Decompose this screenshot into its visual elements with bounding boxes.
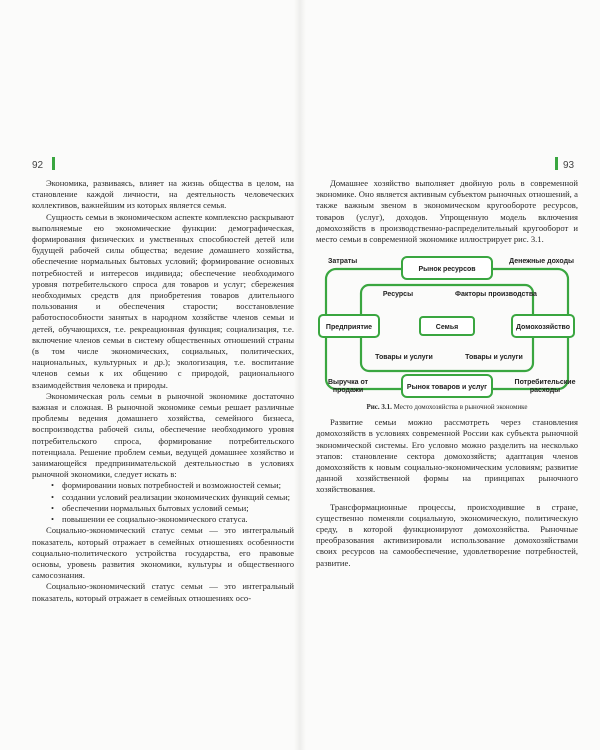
right-page-text [316,417,578,569]
label-money-income: Денежные доходы [509,258,574,266]
caption-text: Место домохозяйства в рыночной экономике [393,403,528,412]
left-page-text [32,178,294,604]
right-page-marker [555,157,558,170]
right-page-intro [316,178,578,245]
paragraph: Сущность семьи в экономическом аспекте комплексно раскрывают выполняемые ею экономические функции: демографическая, формирования физических и умственных способностей детей или будущей рабочей силы общества; ведение домашнего хозяйства, обеспечение нормальных бытовых условий; формирование основных потребностей и интересов индивида; обеспечение необходимого уровня потребительского спроса для товаров и услуг; сбережения необходимых средств для приобретения товаров длительного пользования и обеспечения старости; восстановление работоспособности занятых в народном хозяйстве членов семьи и детей, обучающихся, т.е. рекреационная функция; социализация, т.е. включение членов семьи в систему общественных отношений страны (в том числе экономических, социальных, политических, национальных, культурных и др.); экологизация, т.е. воспитание членов семьи к их общению с природой, рационального взаимодействия человека и природы. [32,211,294,390]
paragraph: Развитие семьи можно рассмотреть через становления домохозяйств в условиях современной России как субъекта рыночной экономической системы. Его условно можно разделить на несколько этапов: становление сектора домохозяйств; адаптация членов домохозяйств к новым социально-экономическим условиям; развитие данной хозяйственной формы на принципах рыночного хозяйствования. [316,417,578,495]
list-item: • обеспечении нормальных бытовых условий семьи; [62,503,294,514]
paragraph: Трансформационные процессы, происходившие в стране, существенно поменяли социальную, экономическую, политическую среду, в которой функционируют домохозяйства. Рыночные преобразования активизировали использование домохозяйствами своих ресурсов на самообеспечение, удовлетворение потребностей, развитие. [316,501,578,568]
bullet-list [32,480,294,525]
label-household: Домохозяйство [515,324,571,332]
paragraph: Домашнее хозяйство выполняет двойную роль в современной экономике. Оно является активным субъектом рыночных отношений, а также важным звеном в экономическом кругообороте ресурсов, товаров (услуг), доходов. Упрощенную модель включения домохозяйств в производственно-распределительный кругооборот и место семьи в современной экономике иллюстрирует рис. 3.1. [316,178,578,245]
label-family: Семья [435,324,459,332]
label-resource-market: Рынок ресурсов [418,266,476,274]
label-resources: Ресурсы [382,291,414,299]
left-page [32,178,294,604]
right-page [316,178,578,569]
label-consumer-spending: Потребительские расходы [514,379,576,395]
paragraph: Социально-экономический статус семьи — это интегральный показатель, который отражает в семейных отношениях особенности социально-политического устройства государства, его правовые основы, уровень развития экономики, культуры и общественного самосознания. [32,525,294,581]
list-item: • формировании новых потребностей и возможностей семьи; [62,480,294,491]
label-goods-left: Товары и услуги [375,354,433,362]
right-page-number: 93 [563,160,575,171]
left-page-number: 92 [32,160,44,171]
label-factors: Факторы производства [455,291,537,299]
paragraph: Экономическая роль семьи в рыночной экономике достаточно важная и сложная. В рыночной экономике семьи решает различные проблемы ведения домашнего хозяйства, семейного бизнеса, воспроизводства рабочей силы, обеспечение необходимого уровня потребительского спроса, формирование потребительского потенциала. Решение проблем семьи, ведущей домашнее хозяйство и занимающейся предпринимательской деятельностью в условиях рыночной экономики, следует искать в: [32,390,294,480]
label-goods-right: Товары и услуги [465,354,523,362]
paragraph: Социально-экономический статус семьи — это интегральный показатель, который отражает в семейных отношениях осо- [32,581,294,603]
figure-caption [316,403,578,411]
label-enterprise: Предприятие [325,324,373,332]
paragraph: Экономика, развиваясь, влияет на жизнь общества в целом, на становление каждой личности, на деятельность человеческих коллективов, важнейшим из которых является семья. [32,178,294,211]
caption-prefix: Рис. 3.1. [366,403,392,412]
label-goods-market: Рынок товаров и услуг [406,384,488,392]
book-spine [294,0,306,750]
figure-3-1 [316,251,578,401]
left-page-marker [52,157,55,170]
list-item: • создании условий реализации экономических функций семьи; [62,492,294,503]
list-item: • повышении ее социально-экономического статуса. [62,514,294,525]
label-revenue: Выручка от продажи [327,379,369,395]
label-costs: Затраты [328,258,358,266]
